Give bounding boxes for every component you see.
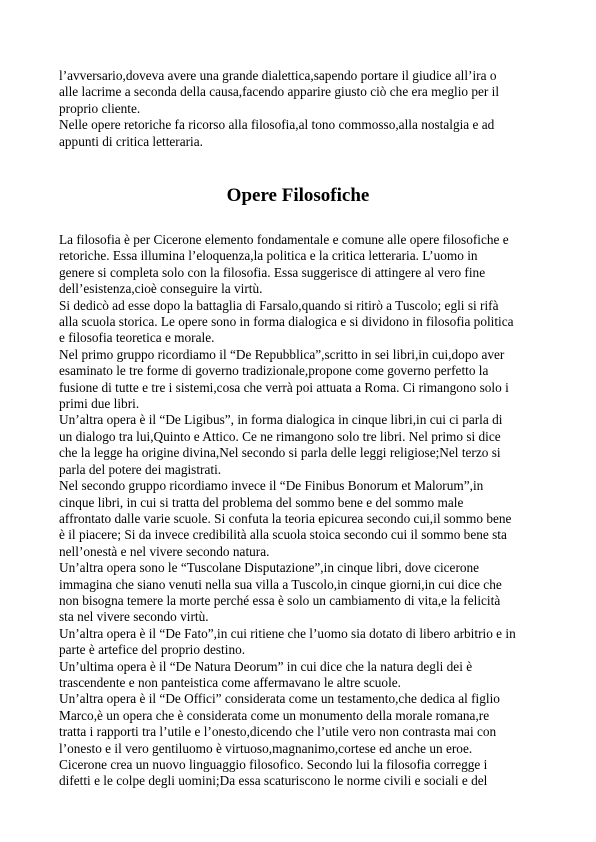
text-line: Un’ultima opera è il “De Natura Deorum” in cui dice che la natura degli dei è — [59, 658, 473, 674]
text-line: La filosofia è per Cicerone elemento fondamentale e comune alle opere filosofiche e — [59, 232, 509, 247]
text-line: sta nel vivere secondo virtù. — [59, 609, 209, 625]
text-line: nell’onestà e nel vivere secondo natura. — [59, 543, 270, 559]
text-line: Un’altra opera è il “De Offici” considerata come un testamento,che dedica al figlio — [59, 691, 500, 707]
text-line: primi due libri. — [59, 396, 140, 412]
text-line: parla del potere dei magistrati. — [59, 461, 222, 477]
text-line: alla scuola storica. Le opere sono in forma dialogica e si dividono in filosofia politica — [59, 314, 514, 330]
text-line: immagina che siano venuti nella sua villa a Tuscolo,in cinque giorni,in cui dice che — [59, 576, 502, 592]
text-line: parte è artefice del proprio destino. — [59, 642, 246, 658]
text-line: retoriche. Essa illumina l’eloquenza,la politica e la critica letteraria. L’uomo in — [59, 248, 478, 264]
text-line: Nel primo gruppo ricordiamo il “De Repubblica”,scritto in sei libri,in cui,dopo aver — [59, 346, 505, 362]
text-line: che la legge ha origine divina,Nel secondo si parla delle leggi religiose;Nel terzo si — [59, 445, 501, 461]
text-line: Marco,è un opera che è considerata come un monumento della morale romana,re — [59, 707, 490, 723]
text-line: l’avversario,doveva avere una grande dialettica,sapendo portare il giudice all’ira o — [59, 68, 497, 83]
text-line: non bisogna temere la morte perché essa è solo un cambiamento di vita,e la felicità — [59, 592, 501, 608]
text-line: genere si completa solo con la filosofia. Essa suggerisce di attingere al vero fine — [59, 264, 486, 280]
text-line: fusione di tutte e tre i sistemi,cosa che verrà poi attuata a Roma. Ci rimangono solo i — [59, 379, 509, 395]
text-line: Un’altra opera sono le “Tuscolane Disputazione”,in cinque libri, dove cicerone — [59, 560, 480, 576]
text-line: un dialogo tra lui,Quinto e Attico. Ce ne rimangono solo tre libri. Nel primo si dice — [59, 428, 501, 444]
text-line: dell’esistenza,cioè conseguire la virtù. — [59, 281, 263, 297]
text-line: difetti e le colpe degli uomini;Da essa scaturiscono le norme civili e sociali e del — [59, 773, 488, 789]
text-line: Nelle opere retoriche fa ricorso alla filosofia,al tono commosso,alla nostalgia e ad — [59, 117, 495, 133]
section-heading: Opere Filosofiche — [226, 185, 370, 206]
text-line: esaminato le tre forme di governo tradizionale,propone come governo perfetto la — [59, 363, 489, 379]
text-line: trascendente e non panteistica come affermavano le altre scuole. — [59, 674, 401, 690]
text-line: Cicerone crea un nuovo linguaggio filosofico. Secondo lui la filosofia corregge i — [59, 757, 488, 772]
text-line: l’onesto e il vero gentiluomo è virtuoso,magnanimo,cortese ed anche un eroe. — [59, 740, 473, 756]
text-line: affrontato dalle varie scuole. Si confuta la teoria epicurea secondo cui,il sommo bene — [59, 510, 512, 526]
text-line: tratta i rapporti tra l’utile e l’onesto,dicendo che l’utile vero non contrasta mai con — [59, 724, 497, 740]
text-line: proprio cliente. — [59, 100, 141, 116]
intro-paragraph — [59, 68, 549, 150]
text-line: cinque libri, in cui si tratta del problema del sommo bene e del sommo male — [59, 494, 464, 510]
text-line: Un’altra opera è il “De Fato”,in cui ritiene che l’uomo sia dotato di libero arbitrio e in — [59, 625, 516, 641]
text-line: Si dedicò ad esse dopo la battaglia di Farsalo,quando si ritirò a Tuscolo; egli si rifà — [59, 297, 499, 313]
text-line: e filosofia teoretica e morale. — [59, 330, 215, 346]
text-line: Nel secondo gruppo ricordiamo invece il “De Finibus Bonorum et Malorum”,in — [59, 478, 484, 494]
text-line: è il piacere; Si da invece credibilità alla scuola stoica secondo cui il sommo bene sta — [59, 527, 507, 543]
text-line: Un’altra opera è il “De Ligibus”, in forma dialogica in cinque libri,in cui ci parla di — [59, 412, 503, 428]
text-line: alle lacrime a seconda della causa,facendo apparire giusto ciò che era meglio per il — [59, 84, 500, 100]
text-line: appunti di critica letteraria. — [59, 133, 203, 149]
body-text — [59, 232, 549, 790]
